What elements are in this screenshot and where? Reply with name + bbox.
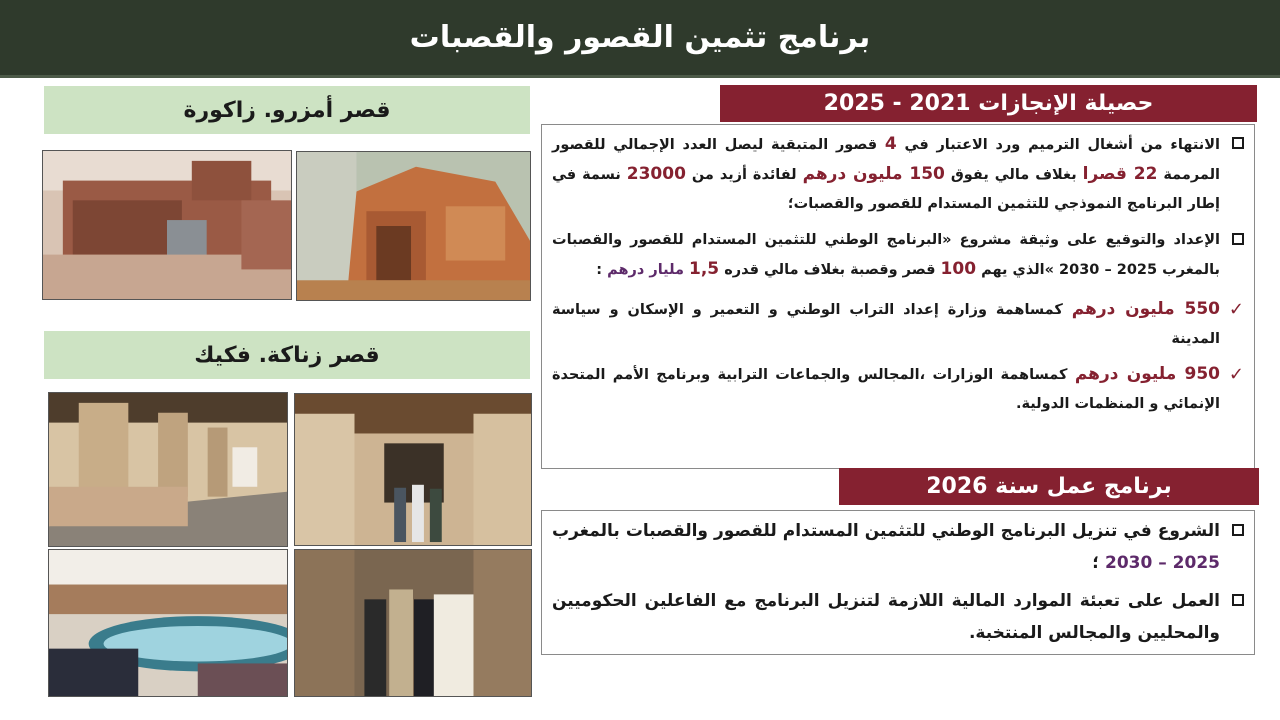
item2-ksour-count: 100: [940, 259, 977, 279]
contribution-ministry: [552, 295, 1244, 354]
contribution-partners: [552, 360, 1244, 419]
label-ksar-amezrou: قصر أمزرو. زاكورة: [44, 86, 530, 134]
slide-title: برنامج تثمين القصور والقصبات: [409, 20, 871, 55]
plan-item2-text: العمل على تعبئة الموارد المالية اللازمة لتنزيل البرنامج مع الفاعلين الحكوميين والمحليين والمجالس المنتخبة.: [552, 591, 1220, 643]
photo-ruined-walls: [296, 151, 531, 301]
checkbox-bullet-icon: [1232, 233, 1244, 245]
checkmark-icon: ✓: [1228, 299, 1244, 320]
item2-budget-unit: مليار درهم: [607, 262, 690, 278]
photo-kasbah-courtyard: [42, 150, 292, 300]
item1-text-1: الانتهاء من أشغال الترميم ورد الاعتبار في: [896, 137, 1220, 153]
item1-text-2: قصور المتبقية ليصل العدد الإجمالي للقصور المرممة: [552, 137, 1220, 183]
achievements-box: [541, 124, 1255, 469]
achievement-item-restoration: [552, 130, 1244, 219]
plan-item1-text: الشروع في تنزيل البرنامج الوطني للتثمين المستدام للقصور والقصبات بالمغرب: [552, 521, 1220, 541]
item1-text-4: لفائدة أزيد من: [685, 167, 803, 183]
plan-item-funding: [552, 585, 1244, 649]
item1-beneficiaries: 23000: [626, 164, 686, 184]
photo-covered-passage: [48, 392, 288, 547]
item1-text-3: بغلاف مالي يفوق: [944, 167, 1083, 183]
contribution-ministry-amount: 550 مليون درهم: [1071, 299, 1220, 319]
achievements-header: حصيلة الإنجازات 2021 - 2025: [720, 85, 1257, 122]
plan-item-rollout: [552, 515, 1244, 579]
contribution-ministry-text: كمساهمة وزارة إعداد التراب الوطني و التعمير و الإسكان و سياسة المدينة: [552, 302, 1220, 347]
checkbox-bullet-icon: [1232, 594, 1244, 606]
checkbox-bullet-icon: [1232, 137, 1244, 149]
item1-total-ksour: 22 قصرا: [1082, 164, 1158, 184]
item1-budget: 150 مليون درهم: [802, 164, 945, 184]
item2-text-1: الإعداد والتوقيع على وثيقة مشروع «البرنامج الوطني للتثمين المستدام للقصور والقصبات بالمغرب 2025 – 2030 »الذي يهم: [552, 232, 1220, 278]
plan-item1-years: 2025 – 2030: [1105, 553, 1220, 573]
checkmark-icon: ✓: [1228, 364, 1244, 385]
plan-2026-header: برنامج عمل سنة 2026: [839, 468, 1259, 505]
item1-ksour-count: 4: [884, 134, 897, 154]
title-bar: [0, 0, 1280, 78]
photo-meeting-room: [48, 549, 288, 697]
contribution-partners-amount: 950 مليون درهم: [1074, 364, 1220, 384]
label-ksar-zenaga: قصر زناكة. فكيك: [44, 331, 530, 379]
item2-text-2: قصر وقصبة بغلاف مالي قدره: [719, 262, 941, 278]
item1-text-5: نسمة في إطار البرنامج النموذجي للتثمين المستدام للقصور والقصبات؛: [552, 167, 1220, 212]
checkbox-bullet-icon: [1232, 524, 1244, 536]
plan-2026-box: [541, 510, 1255, 655]
contribution-partners-text: كمساهمة الوزارات ،المجالس والجماعات الترابية وبرنامج الأمم المتحدة الإنمائي و المنظمات الدولية.: [552, 367, 1220, 412]
photo-officials-visit: [294, 549, 532, 697]
item2-text-4: :: [596, 262, 608, 278]
achievement-item-national-program: [552, 226, 1244, 285]
photo-corridor-visit: [294, 393, 532, 546]
plan-item1-end: ؛: [1092, 553, 1105, 573]
item2-budget-value: 1,5: [689, 259, 720, 279]
